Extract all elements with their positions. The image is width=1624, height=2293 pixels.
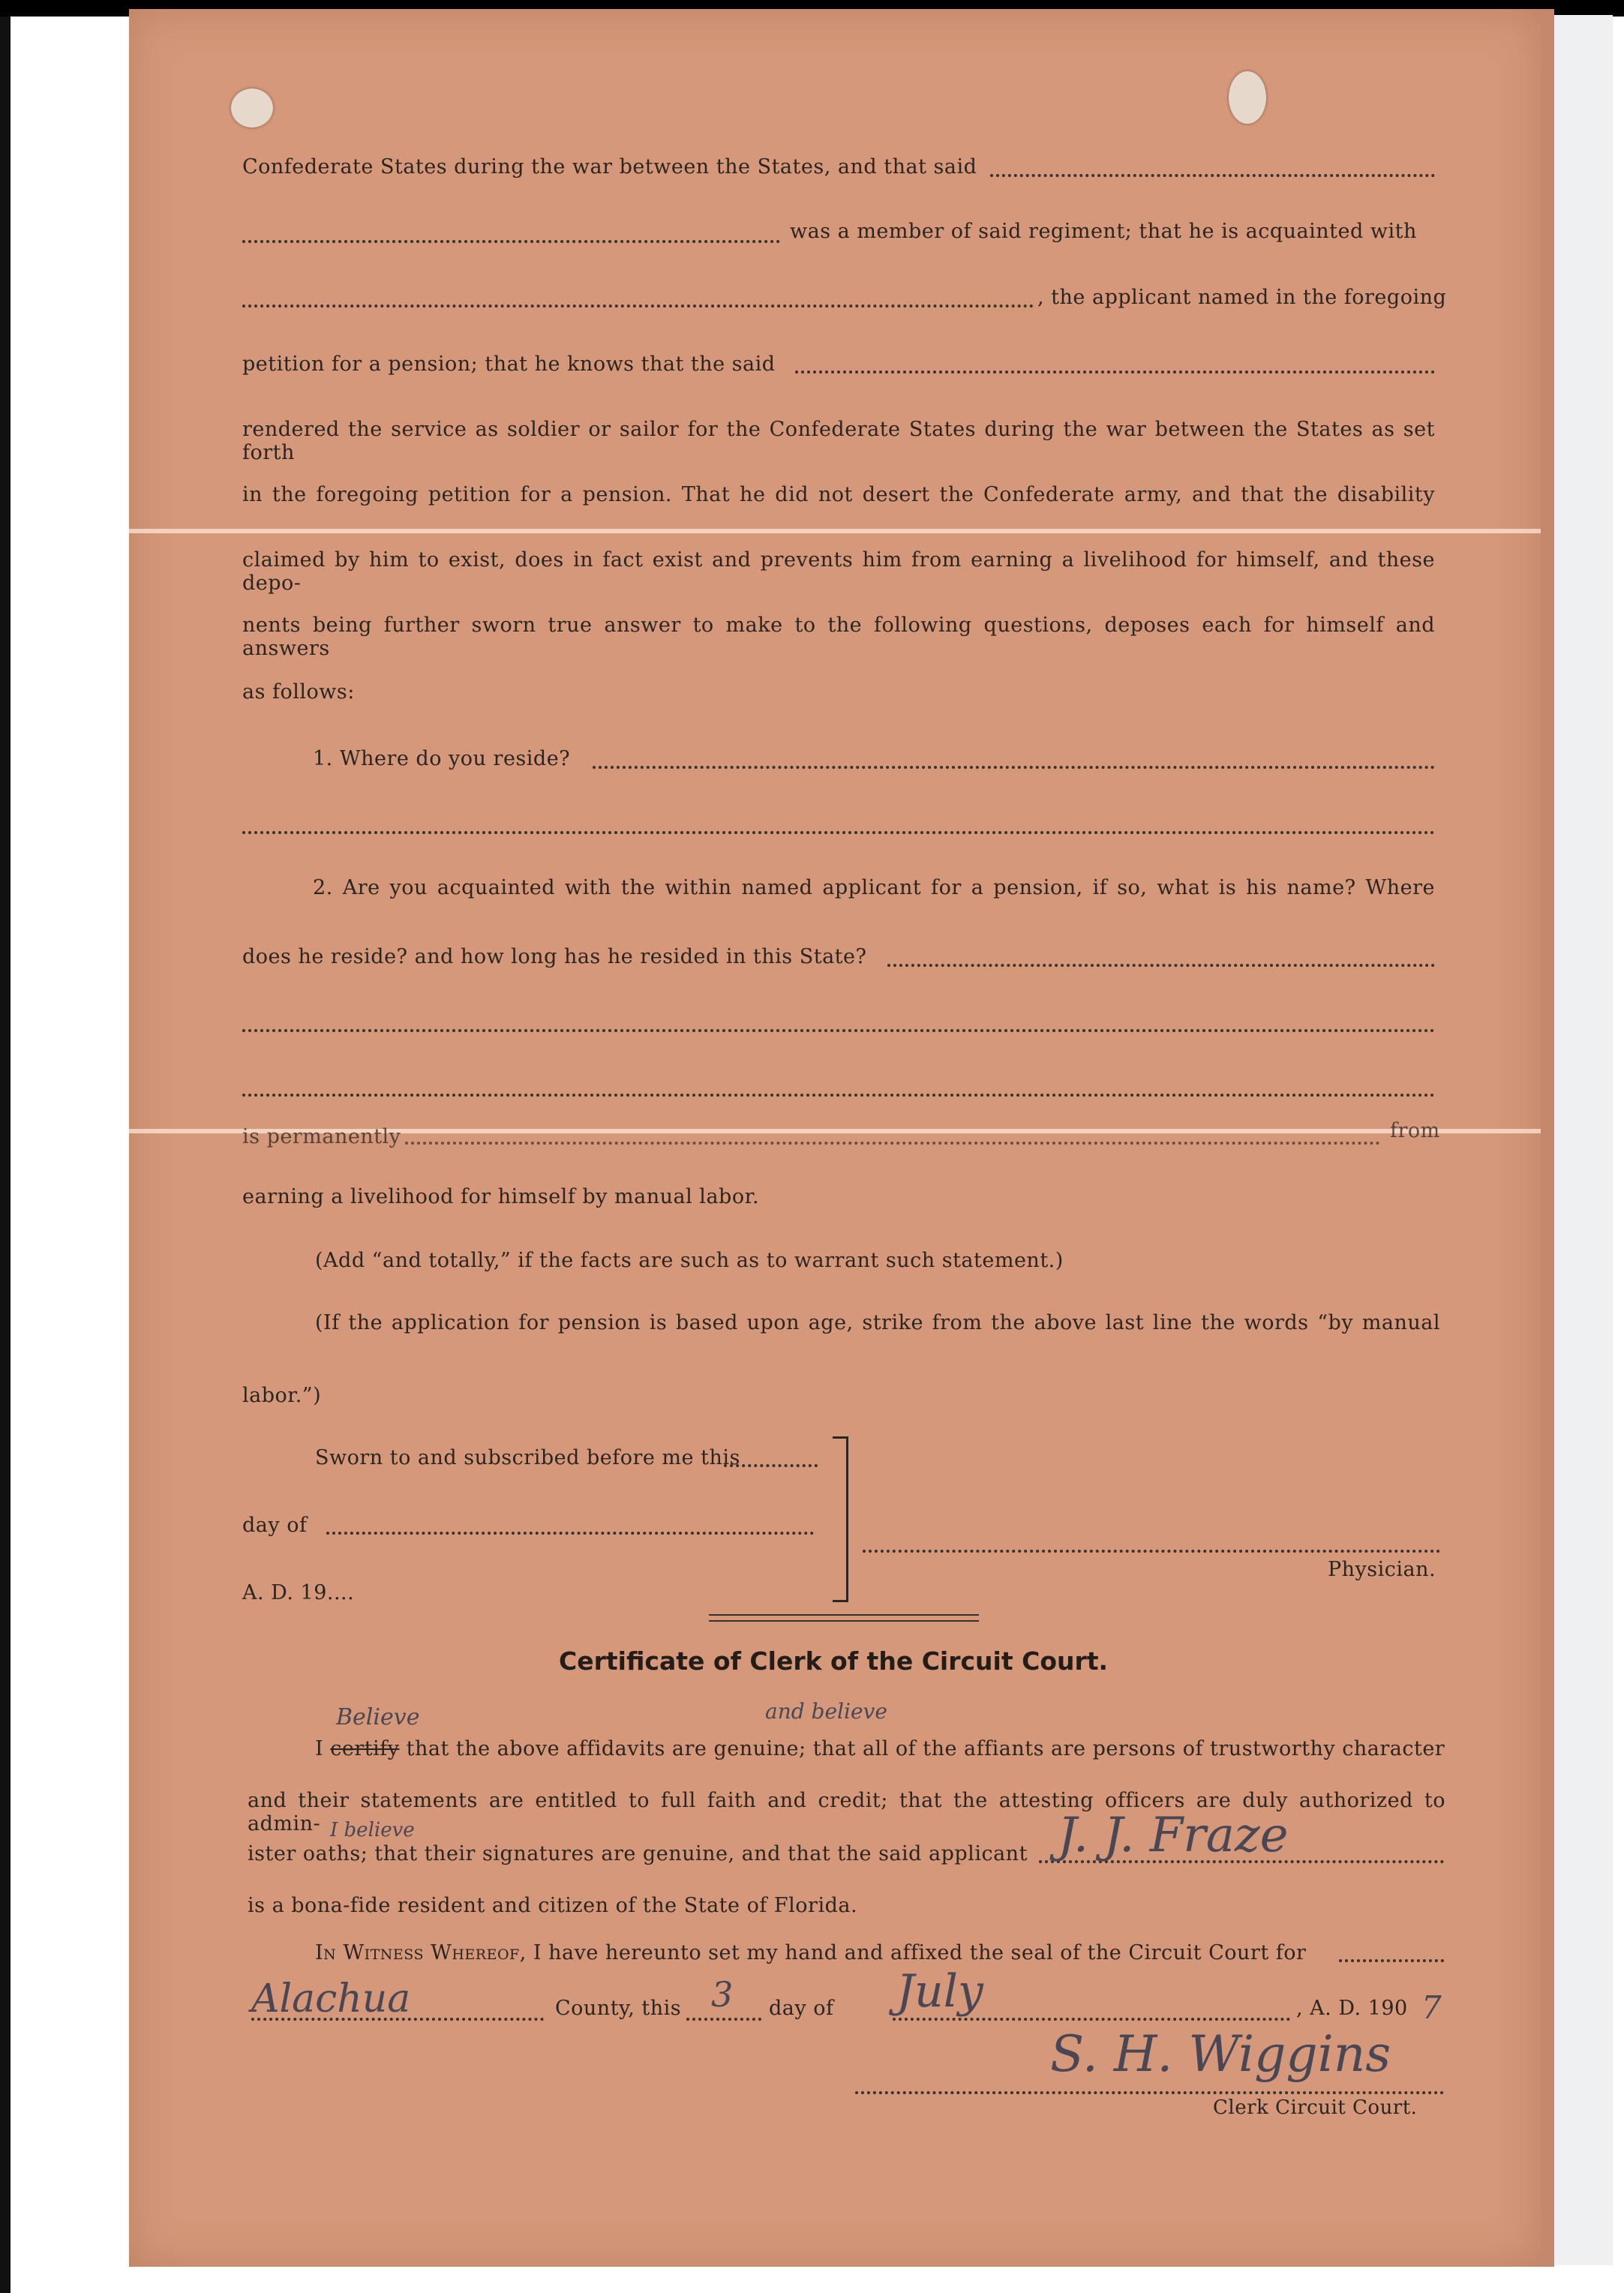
bracket bbox=[833, 1436, 848, 1602]
day-of-label: day of bbox=[242, 1514, 308, 1537]
handwritten-clerk-signature: S. H. Wiggins bbox=[1050, 2025, 1391, 2083]
blank-line bbox=[893, 2018, 1290, 2021]
question-2a: 2. Are you acquainted with the within named applicant for a pension, if so, what is his name? Where bbox=[313, 876, 1435, 899]
physician-line-1: earning a livelihood for himself by manual labor. bbox=[242, 1185, 760, 1208]
handwritten-month: July bbox=[896, 1965, 983, 2018]
certificate-line-4: is a bona-fide resident and citizen of the State of Florida. bbox=[248, 1894, 858, 1917]
answer-line bbox=[242, 1029, 1435, 1032]
handwritten-county: Alachua bbox=[251, 1976, 411, 2021]
affidavit-line-2: was a member of said regiment; that he is acquainted with bbox=[790, 220, 1417, 243]
fold-line-end: from bbox=[1390, 1119, 1440, 1142]
blank-line bbox=[326, 1532, 814, 1535]
blank-line bbox=[724, 1464, 818, 1467]
affidavit-line-6: in the foregoing petition for a pension. That he did not desert the Confederate army, and that the disability bbox=[242, 483, 1435, 506]
blank-line bbox=[405, 1142, 1380, 1145]
blank-line bbox=[251, 2018, 544, 2021]
handwritten-applicant-name: J. J. Fraze bbox=[1058, 1808, 1289, 1863]
handwritten-believe: Believe bbox=[336, 1704, 420, 1730]
handwritten-day: 3 bbox=[711, 1974, 734, 2015]
sworn-label: Sworn to and subscribed before me this bbox=[315, 1446, 740, 1469]
affidavit-line-9: as follows: bbox=[242, 680, 355, 704]
certificate-line-3: ister oaths; that their signatures are genuine, and that the said applicant bbox=[248, 1842, 1028, 1865]
clerk-label: Clerk Circuit Court. bbox=[1213, 2096, 1418, 2119]
affidavit-line-8: nents being further sworn true answer to make to the following questions, deposes each for himself and answers bbox=[242, 614, 1435, 660]
fold-line-start: is permanently bbox=[242, 1125, 401, 1148]
clerk-signature-line bbox=[855, 2091, 1444, 2094]
blank-line bbox=[795, 371, 1435, 374]
handwritten-year-digit: 7 bbox=[1421, 1989, 1442, 2026]
affidavit-line-3: , the applicant named in the foregoing bbox=[1037, 286, 1447, 309]
certificate-title: Certificate of Clerk of the Circuit Court. bbox=[559, 1646, 1109, 1676]
punch-hole-right bbox=[1229, 71, 1266, 124]
answer-line bbox=[242, 1094, 1435, 1097]
instruction-note-1: (Add “and totally,” if the facts are such as to warrant such statement.) bbox=[315, 1249, 1064, 1272]
affidavit-line-7: claimed by him to exist, does in fact exist and prevents him from earning a livelihood for himself, and these depo- bbox=[242, 548, 1435, 595]
witness-clause bbox=[315, 1941, 1306, 1964]
blank-line bbox=[990, 174, 1435, 177]
blank-line bbox=[242, 305, 1034, 308]
punch-hole-left bbox=[231, 89, 273, 128]
pronoun-i: I bbox=[315, 1737, 324, 1760]
section-divider bbox=[709, 1614, 979, 1622]
handwritten-i-believe: I believe bbox=[330, 1819, 415, 1841]
physician-label: Physician. bbox=[1328, 1558, 1436, 1581]
instruction-note-2a: (If the application for pension is based upon age, strike from the above last line the words “by manual bbox=[315, 1311, 1440, 1334]
handwritten-and-believe: and believe bbox=[765, 1699, 887, 1724]
ad-year-label: A. D. 19.... bbox=[242, 1581, 355, 1604]
answer-line bbox=[887, 964, 1435, 967]
physician-signature-line bbox=[863, 1550, 1440, 1553]
witness-whereof: In Witness Whereof, bbox=[315, 1941, 527, 1964]
affidavit-line-1: Confederate States during the war between the States, and that said bbox=[242, 155, 977, 179]
answer-line bbox=[242, 831, 1435, 834]
affidavit-line-5: rendered the service as soldier or sailor for the Confederate States during the war between the States as set forth bbox=[242, 418, 1435, 464]
struck-certify: certify bbox=[330, 1737, 400, 1760]
certificate-line-1 bbox=[315, 1737, 1445, 1760]
blank-line bbox=[686, 2018, 761, 2021]
question-1: 1. Where do you reside? bbox=[313, 747, 571, 770]
ad-year-label: , A. D. 190 bbox=[1296, 1997, 1408, 2020]
question-2b: does he reside? and how long has he resided in this State? bbox=[242, 945, 867, 968]
instruction-note-2b: labor.”) bbox=[242, 1384, 322, 1407]
day-of-label: day of bbox=[769, 1997, 834, 2020]
answer-line bbox=[593, 766, 1435, 769]
county-label: County, this bbox=[555, 1997, 682, 2020]
witness-clause-rest: I have hereunto set my hand and affixed the seal of the Circuit Court for bbox=[533, 1941, 1307, 1964]
blank-line bbox=[242, 240, 780, 243]
blank-line bbox=[1339, 1959, 1444, 1962]
scan-left-border bbox=[0, 17, 11, 2293]
fold-crease-top bbox=[129, 529, 1541, 533]
plastic-sleeve bbox=[1545, 15, 1613, 2265]
affidavit-line-4: petition for a pension; that he knows that the said bbox=[242, 353, 776, 376]
certificate-line-1-rest: that the above affidavits are genuine; that all of the affiants are persons of trustworthy character bbox=[406, 1737, 1445, 1760]
certificate-line-2: and their statements are entitled to full faith and credit; that the attesting officers are duly authorized to admin- bbox=[248, 1789, 1445, 1835]
